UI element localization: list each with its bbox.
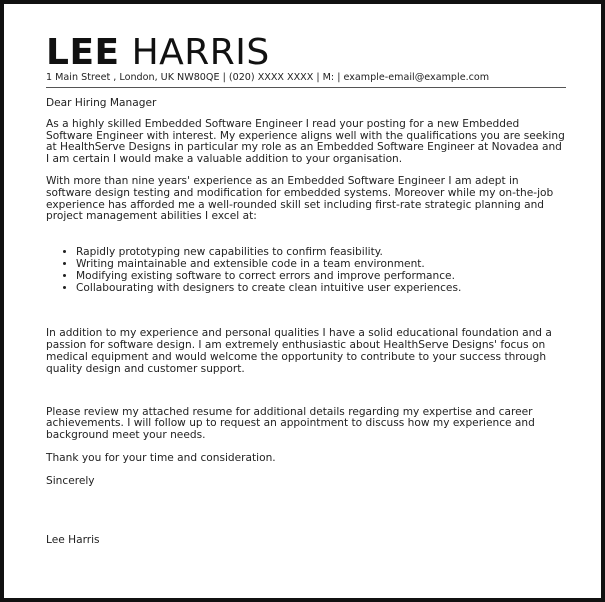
signature: Lee Harris <box>46 533 100 546</box>
skills-list <box>46 247 566 294</box>
salutation: Dear Hiring Manager <box>46 97 157 109</box>
list-item: • Rapidly prototyping new capabilities to confirm feasibility. <box>76 247 566 259</box>
header-divider <box>46 87 566 88</box>
paragraph-3: In addition to my experience and personal qualities I have a solid educational foundation and a passion for software design. I am extremely enthusiastic about HealthServe Designs' focus on medical equipment and would welcome the opportunity to contribute to your success through quality design and customer support. <box>46 327 552 375</box>
last-name: HARRIS <box>131 32 270 73</box>
contact-line: 1 Main Street , London, UK NW80QE | (020) XXXX XXXX | M: | example-email@example.com <box>46 72 490 83</box>
closing: Sincerely <box>46 474 95 487</box>
first-name: LEE <box>46 32 120 73</box>
list-item: • Modifying existing software to correct errors and improve performance. <box>76 271 566 283</box>
applicant-name <box>46 34 566 72</box>
paragraph-5: Thank you for your time and consideration. <box>46 451 276 464</box>
paragraph-2: With more than nine years' experience as an Embedded Software Engineer I am adept in software design testing and modification for embedded systems. Moreover while my on-the-job experience has afforded me a well-rounded skill set including first-rate strategic planning and project management abilities I excel at: <box>46 174 554 223</box>
paragraph-4: Please review my attached resume for additional details regarding my expertise and career achievements. I will follow up to request an appointment to discuss how my experience and background meet your needs. <box>46 405 535 442</box>
list-item: • Collabourating with designers to create clean intuitive user experiences. <box>76 283 566 295</box>
letter-body <box>46 34 566 546</box>
list-item: • Writing maintainable and extensible code in a team environment. <box>76 259 566 271</box>
paragraph-1: As a highly skilled Embedded Software Engineer I read your posting for a new Embedded Software Engineer with interest. My experience aligns well with the qualifications you are seeking at HealthServe Designs in particular my role as an Embedded Software Engineer at Novadea and I am certain I would make a valuable addition to your organisation. <box>46 117 565 166</box>
